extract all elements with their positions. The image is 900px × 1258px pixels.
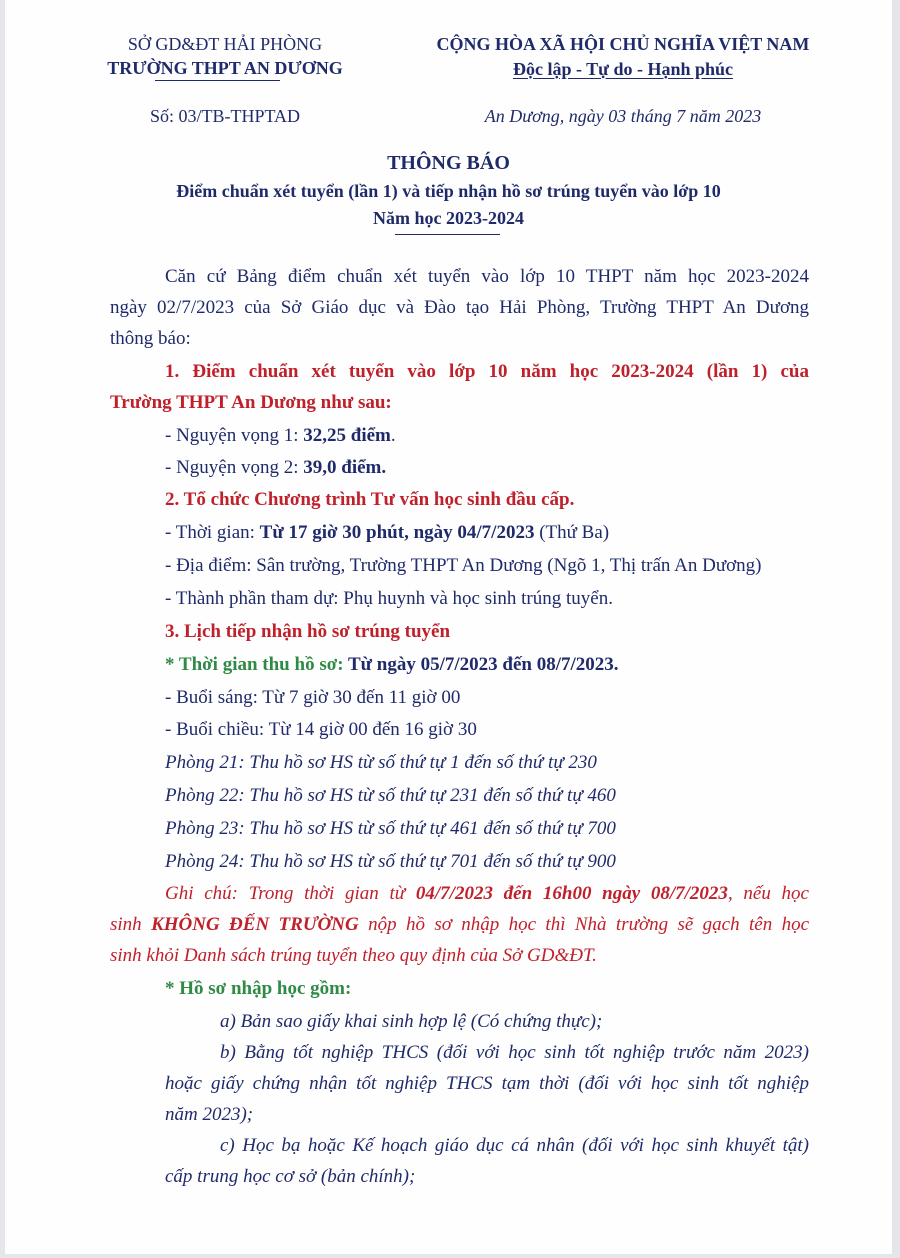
section-1-heading-line-2: Trường THPT An Dương như sau:	[110, 392, 392, 413]
room-21: Phòng 21: Thu hồ sơ HS từ số thứ tự 1 đến số thứ tự 230	[165, 752, 597, 773]
note-line-2	[110, 914, 809, 936]
room-22: Phòng 22: Thu hồ sơ HS từ số thứ tự 231 đến số thứ tự 460	[165, 785, 616, 806]
section-1-heading-line-1: 1. Điểm chuẩn xét tuyển vào lớp 10 năm học 2023-2024 (lần 1) của	[165, 361, 809, 382]
document-c-line-2: cấp trung học cơ sở (bản chính);	[165, 1166, 416, 1187]
room-24: Phòng 24: Thu hồ sơ HS từ số thứ tự 701 đến số thứ tự 900	[165, 851, 616, 872]
afternoon-hours: - Buổi chiều: Từ 14 giờ 00 đến 16 giờ 30	[165, 719, 477, 740]
collection-time-value: Từ ngày 05/7/2023 đến 08/7/2023.	[347, 654, 619, 675]
school-underline	[155, 80, 280, 81]
wish-2-score: 39,0 điểm.	[303, 457, 387, 478]
section-3-heading: 3. Lịch tiếp nhận hồ sơ trúng tuyển	[165, 621, 451, 642]
counsel-time-label: - Thời gian:	[165, 522, 260, 543]
counsel-time-value: Từ 17 giờ 30 phút, ngày 04/7/2023	[259, 522, 535, 543]
wish-1	[165, 425, 396, 447]
room-23: Phòng 23: Thu hồ sơ HS từ số thứ tự 461 đến số thứ tự 700	[165, 818, 616, 839]
national-motto	[403, 59, 843, 80]
note-part-6: nộp hồ sơ nhập học thì Nhà trường sẽ gạch tên học	[358, 914, 809, 935]
note-part-4: sinh	[110, 914, 152, 935]
wish-1-score: 32,25 điểm	[303, 425, 391, 446]
document-b-line-1: b) Bằng tốt nghiệp THCS (đối với học sinh tốt nghiệp trước năm 2023)	[220, 1042, 809, 1063]
note-warning: KHÔNG ĐẾN TRƯỜNG	[151, 914, 359, 935]
motto-text: Độc lập - Tự do - Hạnh phúc	[512, 59, 734, 79]
note-part-3: , nếu học	[727, 883, 809, 904]
counsel-participants: - Thành phần tham dự: Phụ huynh và học sinh trúng tuyển.	[165, 588, 613, 609]
notice-subtitle: Điểm chuẩn xét tuyển (lần 1) và tiếp nhận hồ sơ trúng tuyển vào lớp 10	[176, 181, 721, 201]
place-date: An Dương, ngày 03 tháng 7 năm 2023	[484, 106, 762, 126]
school-name: TRƯỜNG THPT AN DƯƠNG	[107, 58, 343, 78]
note-deadline: 04/7/2023 đến 16h00 ngày 08/7/2023	[415, 883, 728, 904]
document-a: a) Bản sao giấy khai sinh hợp lệ (Có chứng thực);	[220, 1011, 603, 1032]
notice-heading: THÔNG BÁO	[387, 152, 510, 174]
wish-2	[165, 457, 386, 479]
intro-line-2: ngày 02/7/2023 của Sở Giáo dục và Đào tạo Hải Phòng, Trường THPT An Dương	[110, 297, 809, 318]
collection-time-label: * Thời gian thu hồ sơ:	[165, 654, 348, 675]
morning-hours: - Buổi sáng: Từ 7 giờ 30 đến 11 giờ 00	[165, 687, 461, 708]
note-part-1: Ghi chú: Trong thời gian từ	[165, 883, 416, 904]
national-title: CỘNG HÒA XÃ HỘI CHỦ NGHĨA VIỆT NAM	[436, 34, 810, 54]
wish-1-label: - Nguyện vọng 1:	[165, 425, 304, 446]
title-underline	[395, 234, 500, 235]
document-page	[5, 0, 892, 1254]
note-line-1	[165, 883, 809, 905]
counsel-time	[165, 522, 609, 544]
intro-line-3: thông báo:	[110, 328, 191, 349]
counsel-location: - Địa điểm: Sân trường, Trường THPT An Dương (Ngõ 1, Thị trấn An Dương)	[165, 555, 762, 576]
intro-line-1: Căn cứ Bảng điểm chuẩn xét tuyển vào lớp 10 THPT năm học 2023-2024	[165, 266, 809, 287]
agency-name: SỞ GD&ĐT HẢI PHÒNG	[127, 34, 323, 54]
school-year: Năm học 2023-2024	[373, 208, 524, 228]
document-b-line-3: năm 2023);	[165, 1104, 254, 1125]
documents-heading: * Hồ sơ nhập học gồm:	[165, 978, 352, 999]
document-b-line-2: hoặc giấy chứng nhận tốt nghiệp THCS tạm thời (đối với học sinh tốt nghiệp	[165, 1073, 809, 1094]
wish-1-suffix: .	[390, 425, 396, 446]
note-line-3: sinh khỏi Danh sách trúng tuyển theo quy định của Sở GD&ĐT.	[110, 945, 597, 966]
document-number: Số: 03/TB-THPTAD	[149, 106, 301, 126]
wish-2-label: - Nguyện vọng 2:	[165, 457, 304, 478]
collection-time	[165, 654, 619, 676]
counsel-time-suffix: (Thứ Ba)	[534, 522, 610, 543]
document-c-line-1: c) Học bạ hoặc Kế hoạch giáo dục cá nhân (đối với học sinh khuyết tật)	[220, 1135, 809, 1156]
section-2-heading: 2. Tổ chức Chương trình Tư vấn học sinh đầu cấp.	[165, 489, 575, 510]
